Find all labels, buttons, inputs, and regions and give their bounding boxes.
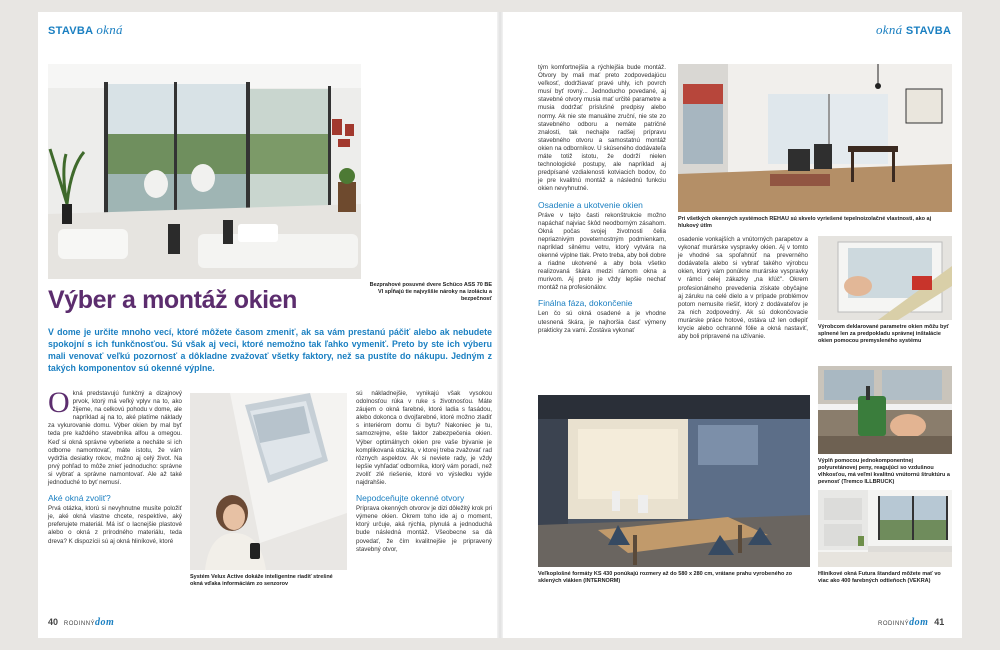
photo-schuco-living-room: [48, 64, 361, 279]
dropcap: O: [48, 386, 70, 419]
photo-internorm-terrace: [538, 395, 810, 567]
caption-internorm: Veľkoplošné formáty KS 430 ponúkajú rozmery až do 580 x 280 cm, vrátane prahu vyrobeného zo sklených vlákien (INTERNORM): [538, 571, 792, 584]
col3-paragraph-1: tým komfortnejšia a rýchlejšia bude montáž. Otvory by mali mať preto zodpovedajúcu veľkosť, dodržiavať pravé uhly, ich povrch musí byť rovný... Jednoducho povedané, aj stavebné otvory musia mať určité parametre a musia dodržať príslušné predpisy alebo normy. Ak nie ste manuálne zruční, nie ste zo stavebného odboru a nemáte patričné znalosti, tak nechajte radšej prípravu stavebného otvoru a samostatnú montáž okien na odborníkov. U skúseného dodávateľa máte totiž istotu, že dodrží nielen technologické postupy, ale napríklad aj predpísané vzdialenosti kotviacich bodov, čo je pre kvalitnú montáž a následnú funkciu okien nevyhnutné.: [538, 64, 666, 193]
section-topic: okná: [876, 22, 903, 37]
section-topic: okná: [96, 22, 123, 37]
col2-paragraph-1: sú nákladnejšie, vynikajú však vysokou odolnosťou rúka v ruke s životnosťou. Máte záujem o okná farebné, ktoré ladia s fasádou, alebo dokonca o dvojfarebné, ktoré možno zladiť s interiérom domu či bytu? Nakoniec je tu, samozrejme, ešte faktor zabezpečenia okien. Výber optimálnych okien pre vaše bývanie je komplikovaná otázka, v ktorej treba zvažovať rad rôznych aspektov. Ak si neviete rady, je vždy lepšie vyhľadať odborníka, ktorý vám poradí, než zvolíť zlé riešenie, ktoré vo výsledku vyjde najdrahšie.: [356, 390, 492, 487]
article-lead: V dome je určite mnoho vecí, ktoré môžete časom zmeniť, ak sa vám prestanú páčiť alebo ak nebudete spokojní s ich funkčnosťou. Sú však aj veci, ktoré nemožno tak ľahko vymeniť. Preto by ste ich výberu mali venovať veľkú pozornosť a dôkladne zvažovať všetky faktory, než sa pustíte do nákupu. Jedným z takých komponentov sú okenné výplne.: [48, 327, 492, 373]
column-2: [356, 390, 492, 556]
caption-foam: Výplň pomocou jednokomponentnej polyuretánovej peny, reagujúci so vzdušnou vlhkosťou, má veľmi kvalitnú vnútornú štruktúru a pevnosť (Tremco ILLBRUCK): [818, 458, 950, 485]
section-name: STAVBA: [48, 25, 93, 37]
magazine-name-right: RODINNÝdom: [878, 617, 929, 628]
magazine-name-left: RODINNÝdom: [63, 617, 115, 628]
col3-paragraph-3: Len čo sú okná osadené a je vhodne utesnená škára, je najhoršia časť výmeny prakticky za vami. Zostáva vykonať: [538, 310, 666, 334]
photo-vekra-kitchen: [818, 490, 952, 567]
caption-measure: Výrobcom deklarované parametre okien môžu byť splnené len za predpokladu správnej inštalácie okien pomocou premysleného systému: [818, 324, 950, 344]
subheading-okenne-otvory: Nepodceňujte okenné otvory: [356, 493, 465, 504]
col2-paragraph-2: Príprava okenných otvorov je dizi dôležitý krok pri výmene okien. Okrem toho ide aj o moment, ktorý určuje, aká rýchla, plynulá a jednoduchá bude následná montáž. Všeobecne sa dá povedať, že čím kvalitnejšie je pripravený stavebný otvor,: [356, 505, 492, 553]
caption-schuco: Bezprahové posuvné dvere Schüco ASS 70 BE VI spĺňajú tie najvyššie nároky na izoláciu a bezpečnosť: [369, 282, 492, 302]
subheading-finalna-faza: Finálna fáza, dokončenie: [538, 298, 633, 309]
footer-left: [48, 617, 114, 628]
column-3: [538, 64, 666, 337]
page-number-right: 41: [934, 617, 945, 627]
article-title: Výber a montáž okien: [48, 286, 298, 314]
footer-right: [878, 617, 944, 628]
photo-measuring-window: [818, 236, 952, 320]
section-tag-left: [48, 22, 123, 38]
caption-vekra: Hliníkové okná Futura štandard môžete mať vo viac ako 400 farebných odtieňoch (VEKRA): [818, 571, 941, 584]
subheading-ake-okna: Aké okná zvoliť?: [48, 493, 111, 504]
page-gutter: [497, 12, 503, 638]
subheading-osadenie: Osadenie a ukotvenie okien: [538, 199, 643, 210]
section-name: STAVBA: [905, 25, 952, 37]
col1-paragraph-2: Prvá otázka, ktorú si nevyhnutne musíte položiť je, aké okná vlastne chcete, respektíve, aký preferujete materiál. Má isť o lacnejšie plastové alebo o okná z prírodného materiálu, teda dreva? K dispozícii sú aj okná hliníkové, ktoré: [48, 505, 182, 545]
page-number-left: 40: [48, 617, 59, 627]
caption-rehau: Pri všetkých okenných systémoch REHAU sú skvelo vyriešené tepelnoizolačné vlastnosti, ako aj hlukový útlm: [678, 216, 932, 229]
col3-paragraph-2: Práve v tejto časti rekonštrukcie možno napáchať najviac škôd neodborným zásahom. Okná počas svojej životnosti čelia nepriaznivým poveternostným podmienkam, napríklad silnému vetru, ktorý vytvára na okenné výplne tlak. Preto treba, aby boli dobre a riadne ukotvené a aby bola všetko realizovaná škára medzi rámom okna a murivom. Aj preto je vždy lepšie nechať montáž na profesionálov.: [538, 211, 666, 292]
caption-velux: Systém Velux Active dokáže inteligentne riadiť strešné okná vďaka informáciám zo senzorov: [190, 574, 333, 587]
col4-paragraph-1: osadenie vonkajších a vnútorných parapetov a vykonať murárske vyspravky okien. Aj v tomto je vhodné sa spoľahnúť na preverného dodávateľa alebo si vybrať takého výrobcu okien, ktorý vám ponúkne murárske vyspravky v rámci celej zákazky „na kľúč". Okrem profesionálneho prevedenia získate obyčajne aj záruku na celé dielo a v prípade problémov potom nemusíte riešiť, ktorý z dodávateľov je za nich zodpovedný. Ak sú dokončovacie murárske práce hotové, ostáva už len odlepiť krycie alebo ochranné fólie a okná nastaviť, aby boli pripravené na užívanie.: [678, 236, 808, 341]
photo-velux-woman: [190, 393, 347, 570]
col1-paragraph-1: Okná predstavujú funkčný a dizajnový prvok, ktorý má veľký vplyv na to, ako žijeme, na celkovú pohodu v dome, ale napríklad aj na to, aké platíme náklady za vykurovanie domu. Výber okien by mal byť teda pre každého stavebníka alfou a omegou. Keď si okná správne vyberiete a necháte si ich odborne namontovať, máte istotu, že vám vydržia desiatky rokov, možno aj celý život. Na prvý pohľad to môže znieť jednoducho: správne si vybrať a správne namontovať. Ale až také jednoduché to byť nemusí.: [48, 386, 182, 487]
column-4: [678, 236, 808, 343]
column-1: [48, 386, 182, 548]
section-tag-right: [876, 22, 951, 38]
photo-foam-filling: [818, 366, 952, 454]
photo-rehau-dining: [678, 64, 952, 212]
